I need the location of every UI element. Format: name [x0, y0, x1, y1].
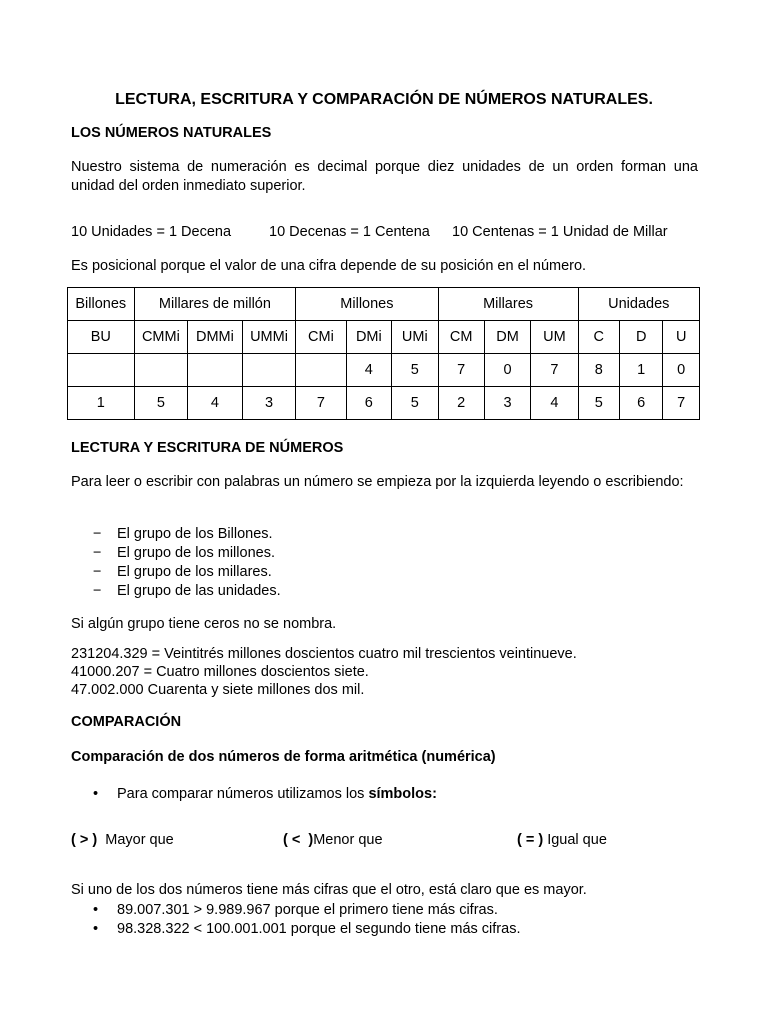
- digit-cell: [134, 354, 188, 387]
- digit-cell: 8: [578, 354, 619, 387]
- digit-cell: 4: [346, 354, 391, 387]
- digit-cell: [188, 354, 243, 387]
- subheading-arithmetic-comparison: Comparación de dos números de forma aritmética (numérica): [71, 749, 496, 765]
- digit-cell: [242, 354, 296, 387]
- order-cell: UMi: [392, 321, 438, 354]
- table-row-orders: [68, 321, 700, 354]
- example-line: 41000.207 = Cuatro millones doscientos siete.: [71, 664, 369, 680]
- order-cell: CM: [438, 321, 484, 354]
- symbol-label: Mayor que: [97, 832, 174, 848]
- digit-cell: 6: [346, 387, 391, 420]
- order-cell: DMMi: [188, 321, 243, 354]
- equivalence-3: 10 Centenas = 1 Unidad de Millar: [452, 224, 668, 240]
- order-cell: CMi: [296, 321, 346, 354]
- paragraph-positional: Es posicional porque el valor de una cifra depende de su posición en el número.: [71, 258, 587, 274]
- bullet-text: Para comparar números utilizamos los: [117, 786, 369, 802]
- table-row-groups: [68, 288, 700, 321]
- symbol-sign: ( > ): [71, 832, 98, 848]
- digit-cell: 1: [619, 354, 662, 387]
- digit-cell: 7: [531, 354, 578, 387]
- zeros-note: Si algún grupo tiene ceros no se nombra.: [71, 616, 337, 632]
- table-row-example-1: [68, 354, 700, 387]
- digit-cell: 5: [392, 387, 438, 420]
- group-cell: Millares: [438, 288, 578, 321]
- example-line: 47.002.000 Cuarenta y siete millones dos mil.: [71, 682, 365, 698]
- bullet-bold-text: símbolos:: [368, 786, 437, 802]
- symbol-sign: ( = ): [517, 832, 544, 848]
- symbols-bullet: [71, 785, 437, 804]
- list-item: • 89.007.301 > 9.989.967 porque el primero tiene más cifras.: [71, 901, 520, 920]
- order-cell: C: [578, 321, 619, 354]
- symbol-label: Menor que: [313, 832, 383, 848]
- symbol-equal: [517, 831, 607, 850]
- digit-cell: [68, 354, 135, 387]
- paragraph-decimal-system: Nuestro sistema de numeración es decimal porque diez unidades de un orden forman una unidad del orden inmediato superior.: [71, 159, 698, 194]
- digit-cell: 4: [188, 387, 243, 420]
- comparison-examples: [71, 901, 520, 939]
- symbol-label: Igual que: [543, 832, 607, 848]
- groups-list: [71, 525, 281, 601]
- digit-cell: 3: [484, 387, 530, 420]
- order-cell: UMMi: [242, 321, 296, 354]
- digit-cell: 5: [392, 354, 438, 387]
- digit-cell: 1: [68, 387, 135, 420]
- list-item: − El grupo de los Billones.: [71, 525, 281, 544]
- list-item: − El grupo de los millares.: [71, 563, 281, 582]
- comparison-rule: Si uno de los dos números tiene más cifras que el otro, está claro que es mayor.: [71, 882, 587, 898]
- order-cell: DM: [484, 321, 530, 354]
- group-cell: Millares de millón: [134, 288, 296, 321]
- order-cell: UM: [531, 321, 578, 354]
- list-item: • 98.328.322 < 100.001.001 porque el segundo tiene más cifras.: [71, 920, 520, 939]
- list-item: − El grupo de los millones.: [71, 544, 281, 563]
- order-cell: U: [663, 321, 700, 354]
- place-value-table: [67, 287, 700, 420]
- group-cell: Unidades: [578, 288, 699, 321]
- list-item: − El grupo de las unidades.: [71, 582, 281, 601]
- paragraph-reading-rule: Para leer o escribir con palabras un número se empieza por la izquierda leyendo o escribiendo:: [71, 474, 684, 490]
- section-heading-reading-writing: LECTURA Y ESCRITURA DE NÚMEROS: [71, 440, 344, 456]
- section-heading-comparison: COMPARACIÓN: [71, 714, 182, 730]
- symbol-less: [283, 831, 383, 850]
- section-heading-natural-numbers: LOS NÚMEROS NATURALES: [71, 125, 272, 141]
- digit-cell: 3: [242, 387, 296, 420]
- symbol-sign: ( < ): [283, 832, 314, 848]
- equivalence-2: 10 Decenas = 1 Centena: [269, 224, 430, 240]
- digit-cell: 5: [578, 387, 619, 420]
- order-cell: CMMi: [134, 321, 188, 354]
- list-item: [71, 785, 437, 804]
- digit-cell: 4: [531, 387, 578, 420]
- digit-cell: [296, 354, 346, 387]
- digit-cell: 7: [663, 387, 700, 420]
- digit-cell: 5: [134, 387, 188, 420]
- table-row-example-2: [68, 387, 700, 420]
- equivalence-1: 10 Unidades = 1 Decena: [71, 224, 232, 240]
- digit-cell: 2: [438, 387, 484, 420]
- example-line: 231204.329 = Veintitrés millones doscientos cuatro mil trescientos veintinueve.: [71, 646, 577, 662]
- group-cell: Millones: [296, 288, 438, 321]
- digit-cell: 7: [438, 354, 484, 387]
- order-cell: DMi: [346, 321, 391, 354]
- digit-cell: 7: [296, 387, 346, 420]
- document-title: LECTURA, ESCRITURA Y COMPARACIÓN DE NÚMEROS NATURALES.: [115, 91, 653, 108]
- group-cell: Billones: [68, 288, 135, 321]
- digit-cell: 0: [484, 354, 530, 387]
- order-cell: BU: [68, 321, 135, 354]
- symbol-greater: [71, 831, 174, 850]
- digit-cell: 6: [619, 387, 662, 420]
- digit-cell: 0: [663, 354, 700, 387]
- order-cell: D: [619, 321, 662, 354]
